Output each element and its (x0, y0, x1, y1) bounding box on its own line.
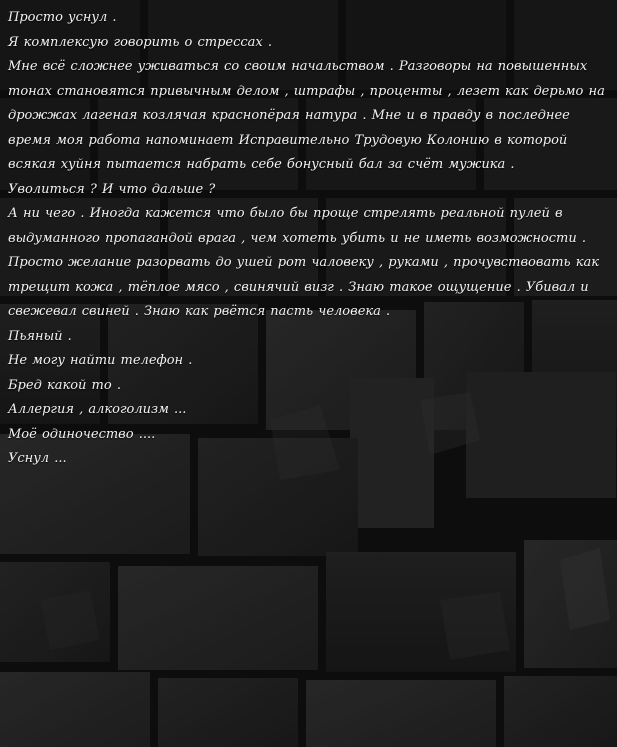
poem-line-1: Просто уснул . (8, 10, 117, 25)
poem-text (8, 6, 608, 472)
poem-line-nonsense: Бред какой то . (8, 377, 121, 393)
poem-line-drunk: Пьяный . (8, 328, 72, 344)
poem-line-phone: Не могу найти телефон . (8, 353, 193, 368)
poem-paragraph-boss: Мне всё сложнее уживаться со своим начальством . Разговоры на повышенных тонах становятся привычным делом , штрафы , проценты , лезет как дерьмо на дрожжах лагеная козлячая краснопёрая натура . Мне и в правду в последнее время моя работа напоминает Исправительно Трудовую Колонию в которой всякая хуйня пытается набрать себе бонусный бал за счёт мужика . (8, 59, 605, 172)
poem-line-loneliness: Моё одиночество .... (8, 426, 156, 442)
poem-line-fell-asleep: Уснул ... (8, 451, 67, 466)
poem-line-allergy: Аллергия , алкоголизм ... (8, 402, 187, 417)
poem-paragraph-anger: А ни чего . Иногда кажется что было бы проще стрелять реальной пулей в выдуманного пропагандой врага , чем хотеть убить и не иметь возможности . Просто желание разорвать до ушей рот чаловеку , руками , прочувствовать как трещит кожа , тёплое мясо , свинячий визг . Знаю такое ощущение . Убивал и свежевал свиней . Знаю как рвётся пасть человека . (8, 206, 600, 319)
poem-line-2: Я комплексую говорить о стрессах . (8, 34, 273, 50)
poem-line-quit: Уволиться ? И что дальше ? (8, 181, 216, 197)
